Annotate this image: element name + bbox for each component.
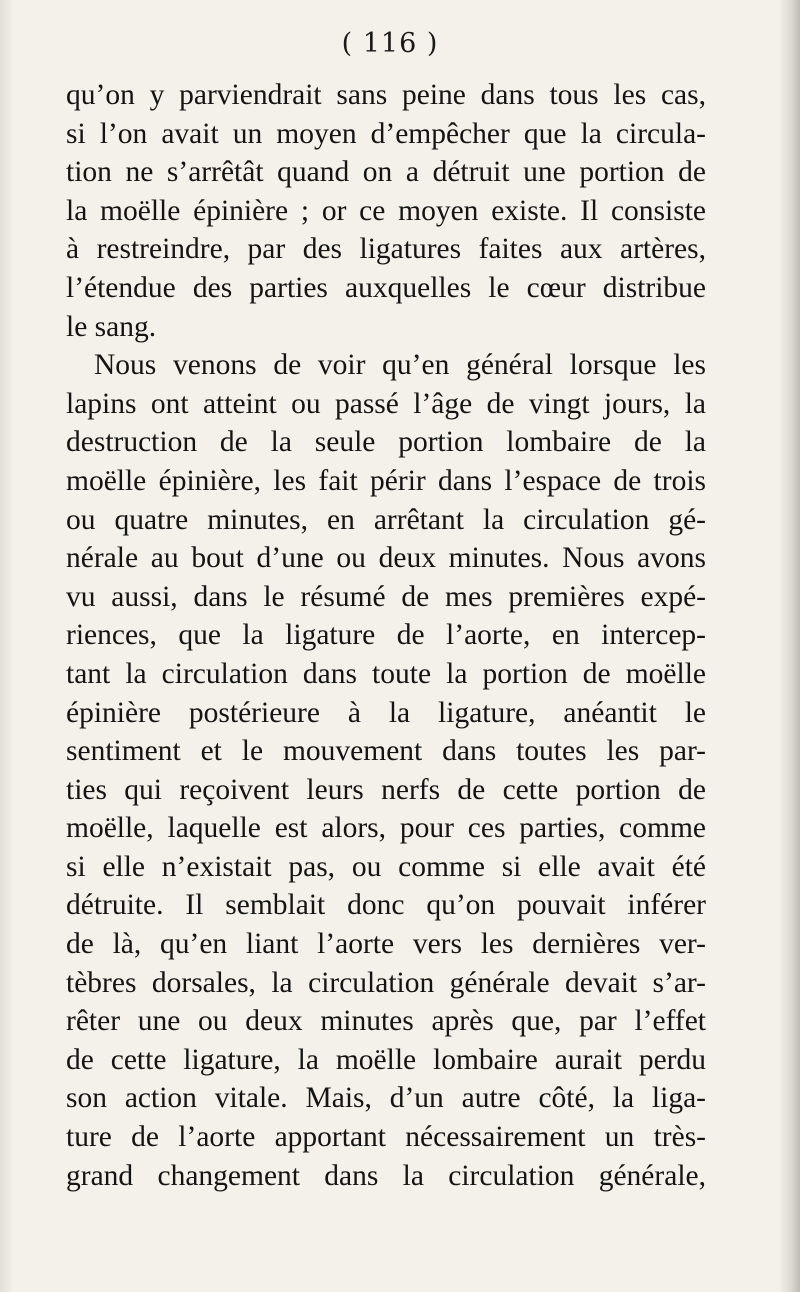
page-gutter-shadow [0,0,14,1292]
text-line: l’étendue des parties auxquelles le cœur distribue [66,271,706,304]
text-line: si elle n’existait pas, ou comme si elle avait été [66,850,706,883]
text-line: si l’on avait un moyen d’empêcher que la circula- [66,117,706,150]
page-number: ( 116 ) [341,28,439,59]
text-line: son action vitale. Mais, d’un autre côté, la liga- [66,1082,706,1115]
text-line: grand changement dans la circulation générale, [66,1159,706,1192]
paragraph-end-line: le sang. [66,310,157,343]
paragraph-start-line: Nous venons de voir qu’en général lorsque les [94,349,706,382]
text-line: sentiment et le mouvement dans toutes les par- [66,735,706,768]
text-line: de là, qu’en liant l’aorte vers les dernières ver- [66,928,706,961]
text-line: destruction de la seule portion lombaire de la [66,426,706,459]
text-line: nérale au bout d’une ou deux minutes. Nous avons [66,542,706,575]
text-line: lapins ont atteint ou passé l’âge de vingt jours, la [66,387,706,420]
text-line: tion ne s’arrêtât quand on a détruit une portion de [66,156,706,189]
text-line: ture de l’aorte apportant nécessairement un très- [66,1121,706,1154]
page-edge-shadow [778,0,800,1292]
text-line: épinière postérieure à la ligature, anéantit le [66,696,706,729]
text-line: riences, que la ligature de l’aorte, en intercep- [66,619,706,652]
text-line: vu aussi, dans le résumé de mes premières expé- [66,580,706,613]
text-line: tèbres dorsales, la circulation générale devait s’ar- [66,966,706,999]
text-line: moëlle, laquelle est alors, pour ces parties, comme [66,812,706,845]
body-text [66,76,706,1195]
text-line: moëlle épinière, les fait périr dans l’espace de trois [66,464,706,497]
text-line: à restreindre, par des ligatures faites aux artères, [66,233,706,266]
text-line: la moëlle épinière ; or ce moyen existe. Il consiste [66,194,706,227]
text-line: ties qui reçoivent leurs nerfs de cette portion de [66,773,706,806]
text-line: rêter une ou deux minutes après que, par l’effet [66,1005,706,1038]
text-line: tant la circulation dans toute la portion de moëlle [66,657,706,690]
text-line: ou quatre minutes, en arrêtant la circulation gé- [66,503,706,536]
text-line: qu’on y parviendrait sans peine dans tous les cas, [66,79,706,111]
text-line: détruite. Il semblait donc qu’on pouvait inférer [66,889,706,922]
text-line: de cette ligature, la moëlle lombaire aurait perdu [66,1043,706,1076]
